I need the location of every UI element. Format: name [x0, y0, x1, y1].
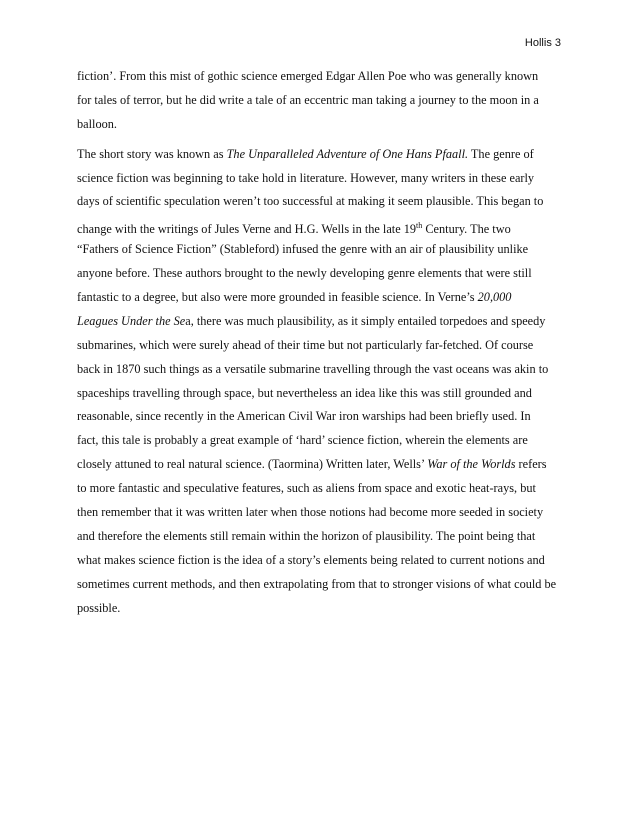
text-line: days of scientific speculation weren’t too successful at making it seem plausible. This began to — [77, 194, 544, 209]
text-line: then remember that it was written later when those notions had become more seeded in society — [77, 505, 544, 520]
text-line: The short story was known as The Unparalleled Adventure of One Hans Pfaall. The genre of — [77, 146, 534, 161]
text-line: back in 1870 such things as a versatile submarine travelling through the vast oceans was akin to — [77, 361, 549, 376]
text-line: “Fathers of Science Fiction” (Stableford) infused the genre with an air of plausibility unlike — [77, 242, 529, 257]
text-line: sometimes current methods, and then extrapolating from that to stronger visions of what could be — [77, 576, 557, 591]
text-line: and therefore the elements still remain within the horizon of plausibility. The point being that — [77, 528, 536, 543]
text-line: spaceships travelling through space, but nevertheless an idea like this was still grounded and — [77, 385, 532, 400]
text-line: fantastic to a degree, but also were more grounded in feasible science. In Verne’s 20,000 — [77, 290, 512, 305]
text-line: fiction’. From this mist of gothic science emerged Edgar Allen Poe who was generally known — [77, 69, 539, 83]
text-line: what makes science fiction is the idea of a story’s elements being related to current notions and — [77, 552, 545, 567]
text-line: change with the writings of Jules Verne and H.G. Wells in the late 19th Century. The two — [77, 221, 511, 237]
text-line: science fiction was beginning to take hold in literature. However, many writers in these early — [77, 170, 535, 185]
text-line: fact, this tale is probably a great example of ‘hard’ science fiction, wherein the elements are — [77, 433, 528, 448]
text-line: balloon. — [77, 116, 117, 131]
running-head: Hollis 3 — [524, 37, 561, 49]
text-line: for tales of terror, but he did write a tale of an eccentric man taking a journey to the moon in a — [77, 92, 539, 107]
text-line: possible. — [77, 600, 121, 615]
text-line: anyone before. These authors brought to the newly developing genre elements that were still — [77, 266, 532, 281]
body-text — [77, 65, 567, 620]
text-line: closely attuned to real natural science. (Taormina) Written later, Wells’ War of the Worlds refers — [77, 457, 547, 472]
text-line: reasonable, since recently in the American Civil War iron warships had been briefly used. In — [77, 409, 531, 424]
text-line: to more fantastic and speculative features, such as aliens from space and exotic heat-rays, but — [77, 481, 536, 496]
text-line: Leagues Under the Sea, there was much plausibility, as it simply entailed torpedoes and speedy — [77, 313, 546, 328]
text-line: submarines, which were surely ahead of their time but not particularly far-fetched. Of course — [77, 337, 534, 352]
